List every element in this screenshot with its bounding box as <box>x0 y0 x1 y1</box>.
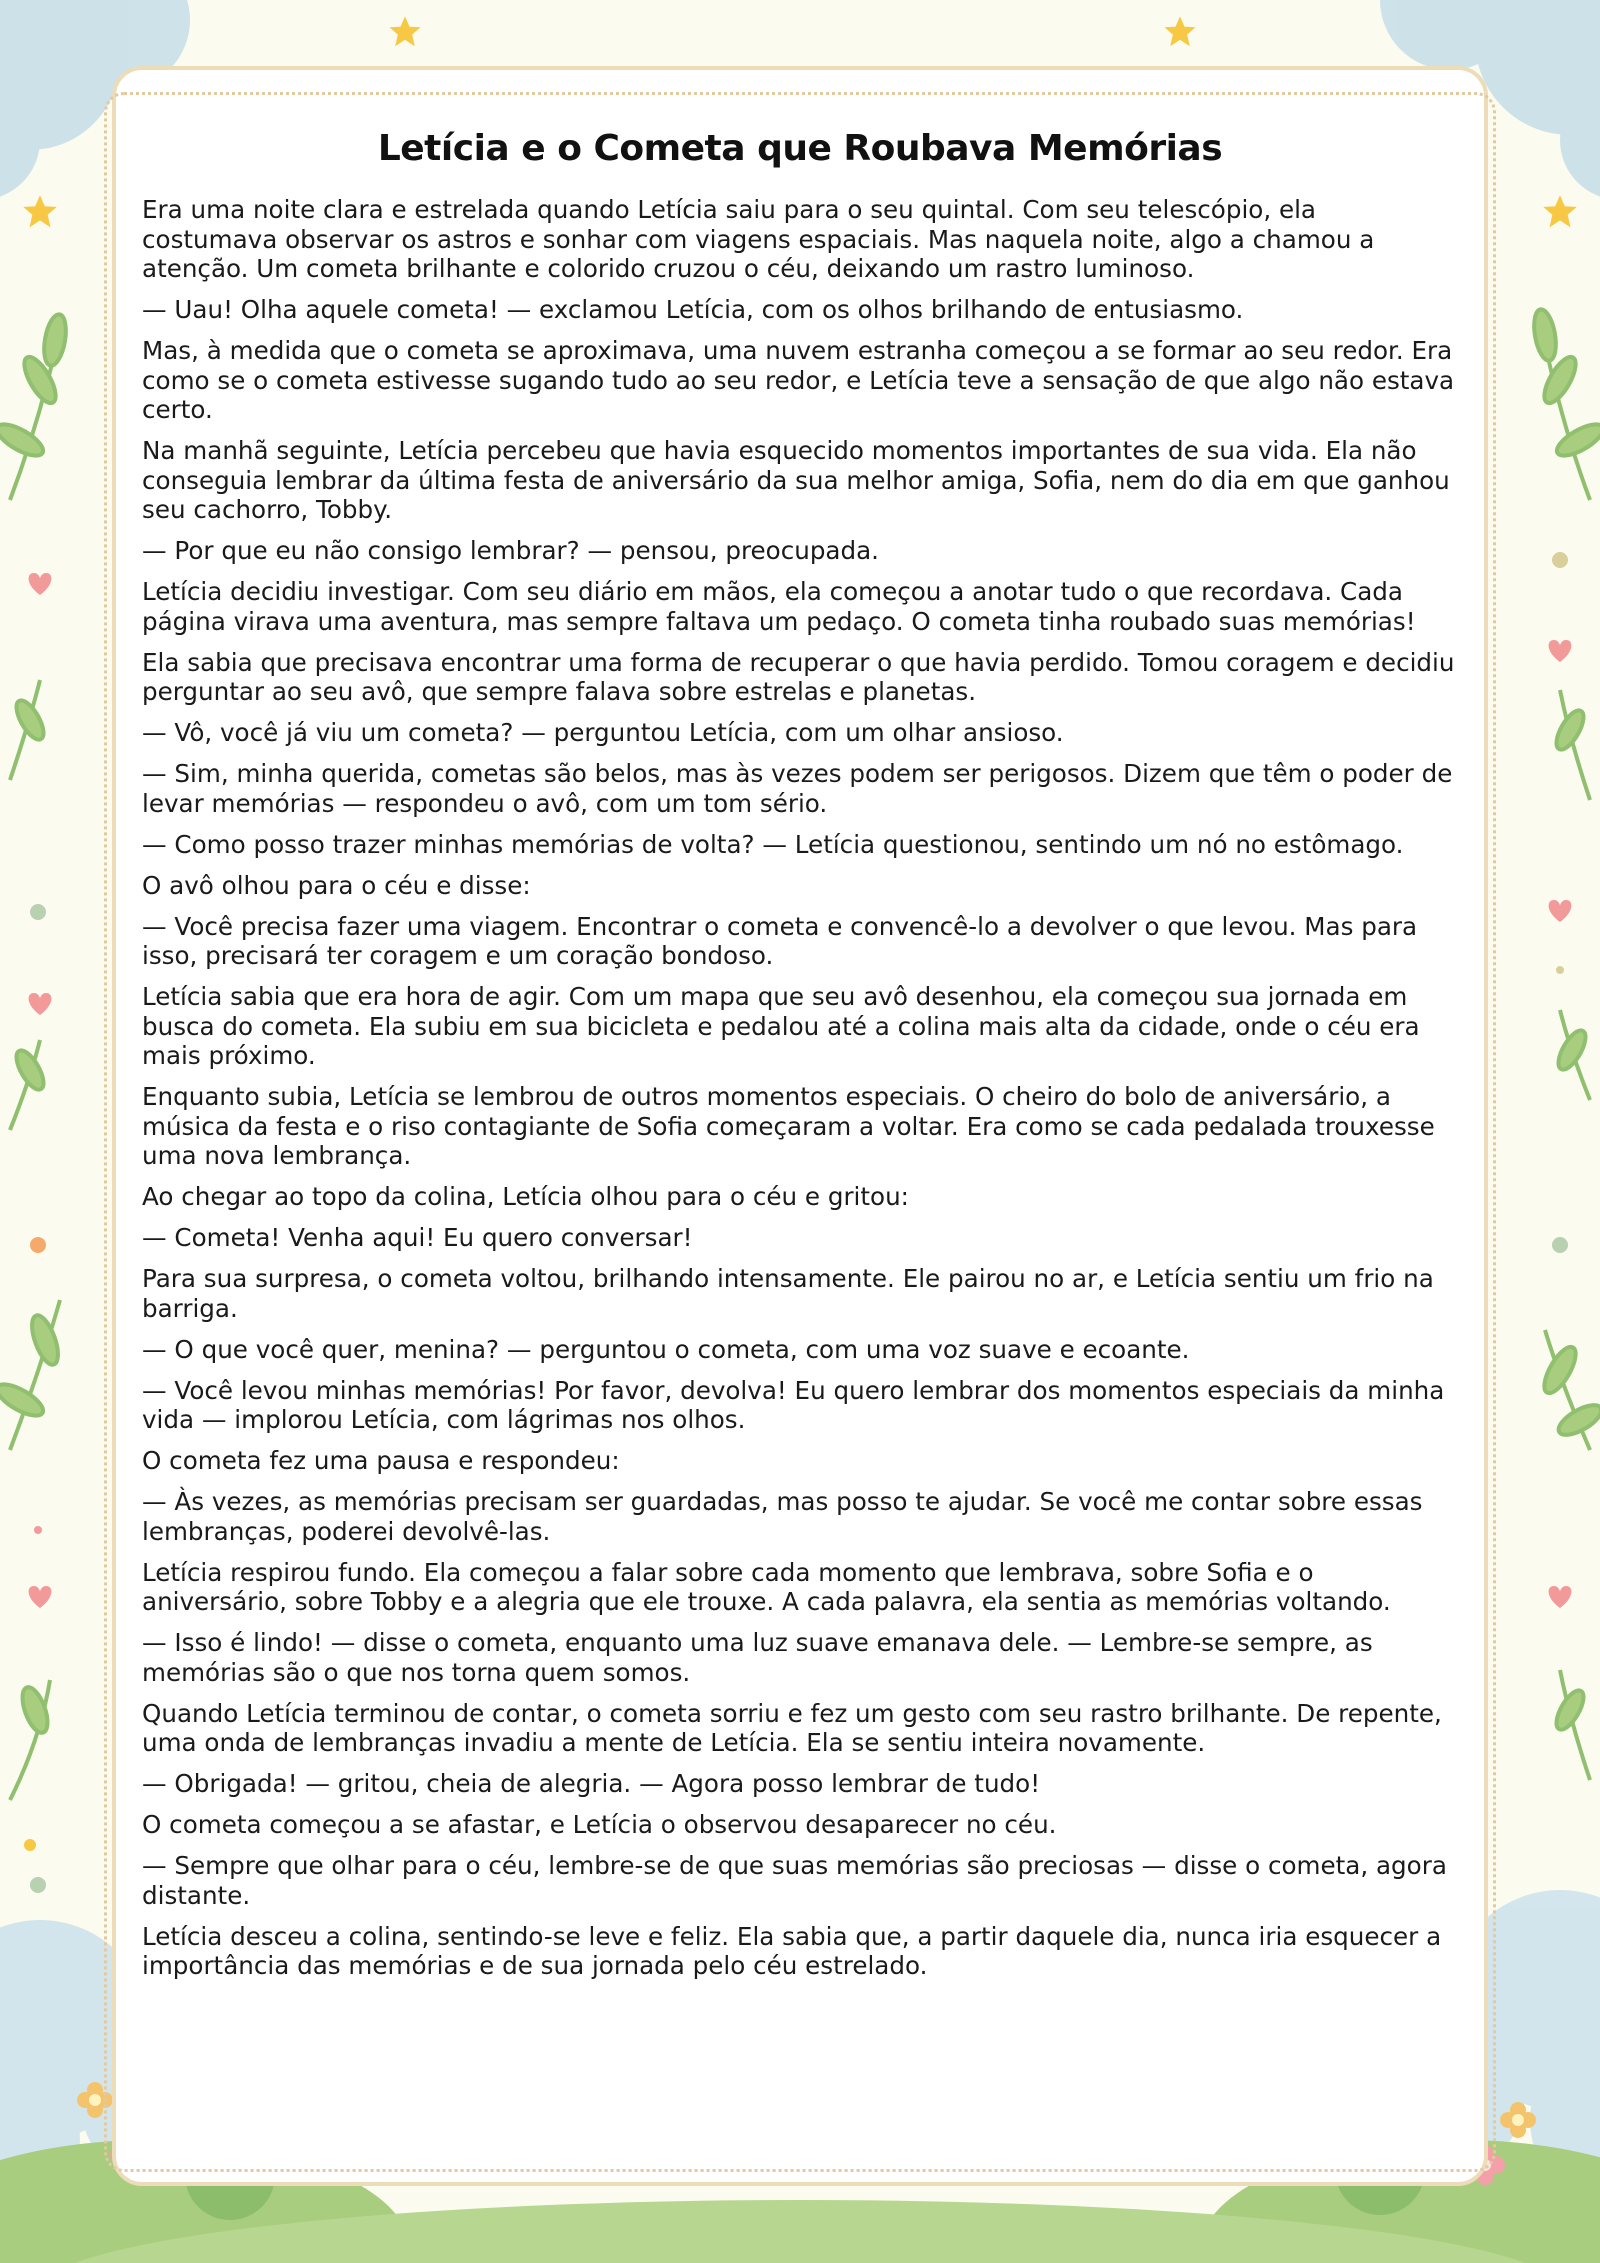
story-paragraph: Letícia desceu a colina, sentindo-se leve e feliz. Ela sabia que, a partir daquele dia, nunca iria esquecer a importância das memórias e de sua jornada pelo céu estrelado. <box>142 1921 1442 1980</box>
story-paragraph: O avô olhou para o céu e disse: <box>142 870 531 900</box>
story-paragraph: — Isso é lindo! — disse o cometa, enquanto uma luz suave emanava dele. — Lembre-se sempre, as memórias são o que nos torna quem somos. <box>142 1628 1373 1687</box>
story-paragraph: — Sim, minha querida, cometas são belos, mas às vezes podem ser perigosos. Dizem que têm o poder de levar memórias — respondeu o avô, com um tom sério. <box>142 759 1453 818</box>
story-paragraph: Era uma noite clara e estrelada quando Letícia saiu para o seu quintal. Com seu telescópio, ela costumava observar os astros e sonhar com viagens espaciais. Mas naquela noite, algo a chamou a atenção. Um cometa brilhante e colorido cruzou o céu, deixando um rastro luminoso. <box>142 195 1375 283</box>
story-paragraph: Letícia respirou fundo. Ela começou a falar sobre cada momento que lembrava, sobre Sofia e o aniversário, sobre Tobby e a alegria que ele trouxe. A cada palavra, ela sentia as memórias voltando. <box>142 1557 1391 1616</box>
story-paragraph: Enquanto subia, Letícia se lembrou de outros momentos especiais. O cheiro do bolo de aniversário, a música da festa e o riso contagiante de Sofia começaram a voltar. Era como se cada pedalada trouxesse uma nova lembrança. <box>142 1082 1435 1170</box>
story-body <box>142 195 1458 1981</box>
story-paragraph: — Como posso trazer minhas memórias de volta? — Letícia questionou, sentindo um nó no estômago. <box>142 829 1404 859</box>
story-paragraph: — Vô, você já viu um cometa? — perguntou Letícia, com um olhar ansioso. <box>142 718 1064 747</box>
story-paragraph: Mas, à medida que o cometa se aproximava, uma nuvem estranha começou a se formar ao seu redor. Era como se o cometa estivesse sugando tudo ao seu redor, e Letícia teve a sensação de que algo não estava certo. <box>142 336 1455 424</box>
story-paragraph: — Por que eu não consigo lembrar? — pensou, preocupada. <box>142 536 879 565</box>
story-paragraph: — Obrigada! — gritou, cheia de alegria. — Agora posso lembrar de tudo! <box>142 1769 1041 1798</box>
story-paragraph: O cometa fez uma pausa e respondeu: <box>142 1446 620 1475</box>
story-paragraph: Para sua surpresa, o cometa voltou, brilhando intensamente. Ele pairou no ar, e Letícia sentiu um frio na barriga. <box>142 1264 1434 1323</box>
story-paragraph: — Você levou minhas memórias! Por favor, devolva! Eu quero lembrar dos momentos especiais da minha vida — implorou Letícia, com lágrimas nos olhos. <box>142 1375 1445 1434</box>
story-paragraph: — O que você quer, menina? — perguntou o cometa, com uma voz suave e ecoante. <box>142 1334 1190 1364</box>
story-paragraph: — Você precisa fazer uma viagem. Encontrar o cometa e convencê-lo a devolver o que levou. Mas para isso, precisará ter coragem e um coração bondoso. <box>142 911 1418 970</box>
story-paragraph: Letícia sabia que era hora de agir. Com um mapa que seu avô desenhou, ela começou sua jornada em busca do cometa. Ela subiu em sua bicicleta e pedalou até a colina mais alta da cidade, onde o céu era mais próximo. <box>142 982 1420 1070</box>
story-paragraph: Na manhã seguinte, Letícia percebeu que havia esquecido momentos importantes de sua vida. Ela não conseguia lembrar da última festa de aniversário da sua melhor amiga, Sofia, nem do dia em que ganhou seu cachorro, Tobby. <box>142 436 1450 524</box>
story-paragraph: — Às vezes, as memórias precisam ser guardadas, mas posso te ajudar. Se você me contar sobre essas lembranças, poderei devolvê-las. <box>142 1487 1423 1546</box>
story-paragraph: Letícia decidiu investigar. Com seu diário em mãos, ela começou a anotar tudo o que recordava. Cada página virava uma aventura, mas sempre faltava um pedaço. O cometa tinha roubado suas memórias! <box>142 577 1416 636</box>
story-paragraph: O cometa começou a se afastar, e Letícia o observou desaparecer no céu. <box>142 1810 1057 1839</box>
story-paragraph: — Sempre que olhar para o céu, lembre-se de que suas memórias são preciosas — disse o cometa, agora distante. <box>142 1851 1447 1910</box>
story-paragraph: Quando Letícia terminou de contar, o cometa sorriu e fez um gesto com seu rastro brilhante. De repente, uma onda de lembranças invadiu a mente de Letícia. Ela se sentiu inteira novamente. <box>142 1698 1442 1757</box>
story-paragraph: — Uau! Olha aquele cometa! — exclamou Letícia, com os olhos brilhando de entusiasmo. <box>142 295 1244 324</box>
story-content <box>142 128 1458 1992</box>
story-title: Letícia e o Cometa que Roubava Memórias <box>377 128 1223 169</box>
story-paragraph: — Cometa! Venha aqui! Eu quero conversar! <box>142 1223 693 1252</box>
story-paragraph: Ao chegar ao topo da colina, Letícia olhou para o céu e gritou: <box>142 1182 909 1211</box>
story-paragraph: Ela sabia que precisava encontrar uma forma de recuperar o que havia perdido. Tomou coragem e decidiu perguntar ao seu avô, que sempre falava sobre estrelas e planetas. <box>142 647 1455 706</box>
